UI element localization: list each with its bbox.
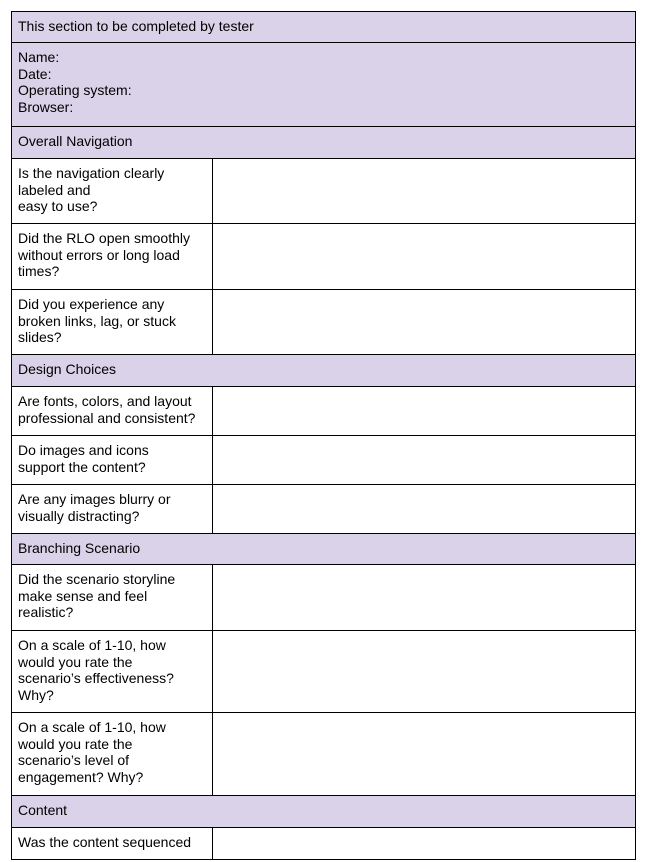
date-field-label: Date: [18,65,52,82]
answer-cell[interactable] [213,290,636,355]
question-line: make sense and feel [18,587,148,604]
tester-form-table [11,11,636,860]
question-line: Is the navigation clearly [18,165,165,181]
tester-header-row [12,12,636,43]
answer-cell[interactable] [213,224,636,290]
tester-section-title: This section to be completed by tester [12,12,636,43]
question-line: engagement? Why? [18,768,144,785]
answer-cell[interactable] [213,485,636,534]
answer-cell[interactable] [213,436,636,485]
question-row [12,485,636,534]
question-row [12,713,636,796]
question-images-blurry [12,485,213,534]
question-line: realistic? [18,604,74,621]
question-line: scenario’s level of [18,752,130,769]
question-line: without errors or long load [18,246,180,263]
question-row [12,290,636,355]
question-scenario-storyline [12,565,213,631]
question-row [12,436,636,485]
answer-cell[interactable] [213,565,636,631]
question-content-sequenced [12,828,213,860]
answer-cell[interactable] [213,828,636,860]
browser-field-label: Browser: [18,98,74,115]
name-field-label: Name: [18,49,60,65]
answer-cell[interactable] [213,631,636,713]
question-rlo-open-smoothly [12,224,213,290]
section-header-row [12,127,636,159]
question-line: labeled and [18,181,91,198]
question-line: visually distracting? [18,507,140,524]
question-line: Did you experience any [18,296,165,312]
question-line: times? [18,263,60,280]
question-navigation-labeled [12,159,213,224]
question-line: Was the content sequenced [18,834,192,850]
question-row [12,565,636,631]
question-line: professional and consistent? [18,409,196,426]
question-line: would you rate the [18,653,133,670]
answer-cell[interactable] [213,159,636,224]
answer-cell[interactable] [213,387,636,436]
section-header-row [12,355,636,387]
section-title-branching-scenario: Branching Scenario [12,534,636,565]
question-line: Do images and icons [18,442,149,458]
question-row [12,828,636,860]
question-row [12,224,636,290]
question-line: would you rate the [18,735,133,752]
tester-info-row [12,43,636,127]
section-title-content: Content [12,796,636,828]
question-line: Did the scenario storyline [18,571,176,587]
answer-cell[interactable] [213,713,636,796]
section-title-design-choices: Design Choices [12,355,636,387]
question-row [12,631,636,713]
question-line: On a scale of 1-10, how [18,719,166,735]
question-line: Why? [18,686,54,703]
section-header-row [12,796,636,828]
question-fonts-colors-layout [12,387,213,436]
question-scenario-engagement [12,713,213,796]
question-scenario-effectiveness [12,631,213,713]
question-line: easy to use? [18,198,98,215]
question-line: Are any images blurry or [18,491,171,507]
question-line: broken links, lag, or stuck [18,312,176,329]
operating-system-field-label: Operating system: [18,82,132,99]
question-line: scenario’s effectiveness? [18,670,174,687]
section-title-overall-navigation: Overall Navigation [12,127,636,159]
question-line: Did the RLO open smoothly [18,230,190,246]
section-header-row [12,534,636,565]
tester-info-fields [12,43,636,127]
question-line: support the content? [18,458,146,475]
question-broken-links [12,290,213,355]
question-images-icons-support [12,436,213,485]
question-line: slides? [18,329,62,346]
question-row [12,159,636,224]
question-line: On a scale of 1-10, how [18,637,166,653]
question-line: Are fonts, colors, and layout [18,393,192,409]
question-row [12,387,636,436]
